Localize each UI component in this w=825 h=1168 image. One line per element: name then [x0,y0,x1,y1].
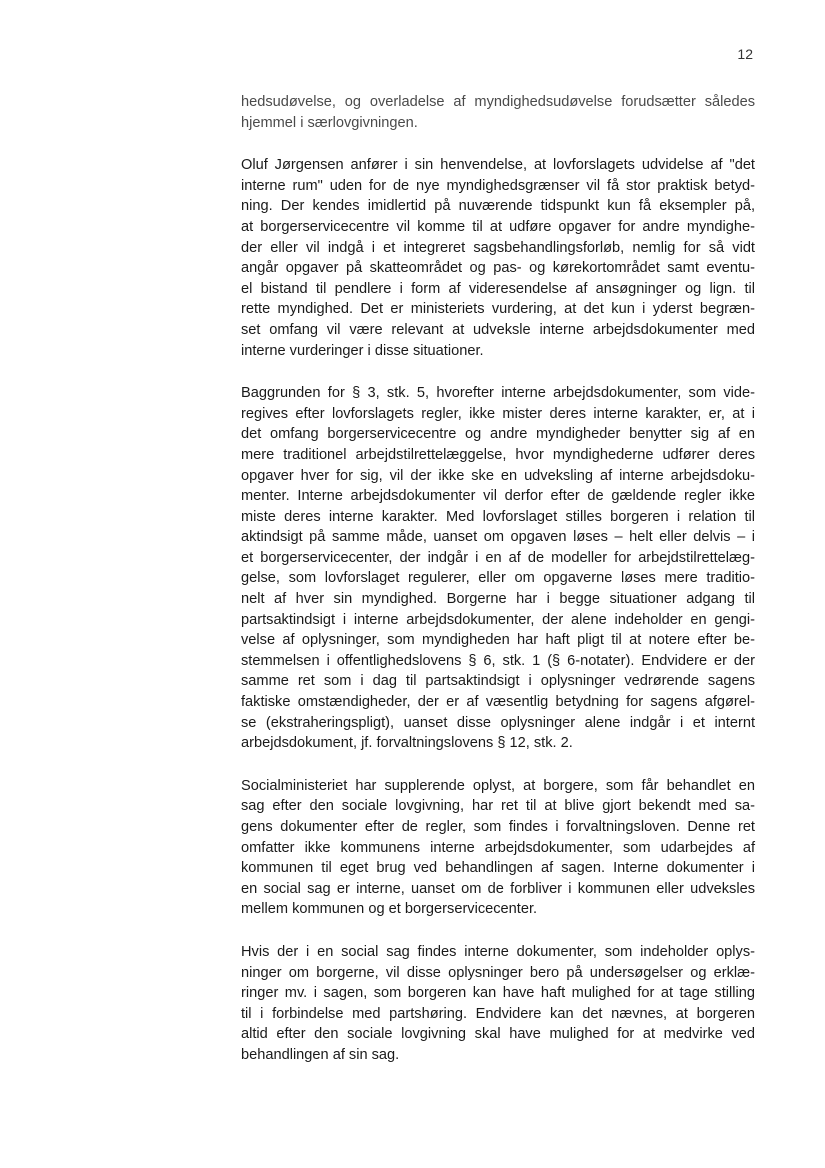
text-line: regives efter lovforslagets regler, ikke mister deres interne karakter, er, at i [241,405,755,422]
text-line: stemmelsen i offentlighedslovens § 6, stk. 1 (§ 6-notater). Endvidere er der [241,652,755,669]
text-line: det omfang borgerservicecentre og andre myndigheder benytter sig af en [241,426,755,443]
text-line: altid efter den sociale lovgivning skal have mulighed for at medvirke ved [241,1026,755,1043]
text-line: omfatter ikke kommunens interne arbejdsdokumenter, som udarbejdes af [241,839,755,856]
paragraph-baggrunden [241,383,755,754]
text-line: ringer mv. i sagen, som borgeren kan have haft mulighed for at tage stilling [241,985,755,1002]
text-line: arbejdsdokument, jf. forvaltningslovens § 12, stk. 2. [241,735,573,752]
text-line: hedsudøvelse, og overladelse af myndighedsudøvelse forudsætter således [241,94,755,110]
text-line: velse af oplysninger, som myndigheden har haft pligt til at notere efter be- [241,632,755,649]
paragraph-socialministeriet [241,776,755,920]
text-line: miste deres interne karakter. Med lovforslaget stilles borgeren i relation til [241,508,755,525]
text-line: ninger om borgerne, vil disse oplysninger bero på undersøgelser og erklæ- [241,964,755,981]
text-line: gelse, som lovforslaget regulerer, eller om opgaverne løses mere traditio- [241,570,755,587]
text-line: til i forbindelse med partshøring. Endvidere kan det nævnes, at borgeren [241,1005,755,1022]
text-line: hjemmel i særlovgivningen. [241,114,418,131]
text-line: set omfang vil være relevant at udveksle interne arbejdsdokumenter med [241,321,755,338]
text-line: Socialministeriet har supplerende oplyst, at borgere, som får behandlet en [241,777,755,794]
page-number: 12 [737,46,753,62]
text-line: Hvis der i en social sag findes interne dokumenter, som indeholder oplys- [241,943,755,960]
text-line: interne vurderinger i disse situationer. [241,342,484,359]
text-line: at borgerservicecentre vil komme til at udføre opgaver for andre myndighe- [241,218,755,235]
text-line: behandlingen af sin sag. [241,1046,400,1063]
text-line: menter. Interne arbejdsdokumenter vil derfor efter de gældende regler ikke [241,488,755,505]
text-line: angår opgaver på skatteområdet og pas- og kørekortområdet samt eventu- [241,260,755,277]
text-line: opgaver hver for sig, vil der ikke ske en udveksling af interne arbejdsdoku- [241,467,755,484]
text-line: sag efter den sociale lovgivning, har ret til at blive gjort bekendt med sa- [241,798,755,815]
text-line: samme ret som i dag til partsaktindsigt i oplysninger vedrørende sagens [241,673,755,690]
text-line: gens dokumenter efter de regler, som findes i forvaltningsloven. Denne ret [241,819,755,835]
paragraph-continuation [241,92,755,133]
text-line: rette myndighed. Det er ministeriets vurdering, at det kun i yderst begræn- [241,301,755,318]
text-line: et borgerservicecenter, der indgår i en af de modeller for arbejdstilrettelæg- [241,549,755,566]
text-line: mellem kommunen og et borgerservicecenter. [241,901,538,918]
text-line: se (ekstraheringspligt), uanset disse oplysninger alene indgår i et internt [241,714,755,731]
text-line: mere traditionel arbejdstilrettelæggelse, hvor myndighederne udfører deres [241,446,755,463]
text-line: faktiske omstændigheder, der er af væsentlig betydning for sagens afgørel- [241,694,755,711]
text-line: el bistand til pendlere i form af videresendelse af ansøgninger og lign. til [241,280,755,297]
text-line: Oluf Jørgensen anfører i sin henvendelse, at lovforslagets udvidelse af "det [241,157,755,174]
text-line: partsaktindsigt i interne arbejdsdokumenter, der alene indeholder en gengi- [241,611,755,628]
text-line: ning. Der kendes imidlertid på nuværende tidspunkt kun få eksempler på, [241,198,755,215]
text-line: Baggrunden for § 3, stk. 5, hvorefter interne arbejdsdokumenter, som vide- [241,385,755,402]
text-line: kommunen til eget brug ved behandlingen af sagen. Interne dokumenter i [241,860,755,877]
text-line: aktindsigt på samme måde, uanset om opgaven løses – helt eller delvis – i [241,529,755,546]
text-line: interne rum" uden for de nye myndighedsgrænser vil få stor praktisk betyd- [241,177,755,194]
paragraph-social-sag [241,942,755,1066]
document-body [241,92,755,1088]
text-line: der eller vil indgå i et integreret sagsbehandlingsforløb, nemlig for så vidt [241,239,755,256]
text-line: nelt af hver sin myndighed. Borgerne har i begge situationer adgang til [241,591,755,608]
text-line: en social sag er interne, uanset om de forbliver i kommunen eller udveksles [241,880,755,897]
paragraph-oluf-jorgensen [241,155,755,361]
